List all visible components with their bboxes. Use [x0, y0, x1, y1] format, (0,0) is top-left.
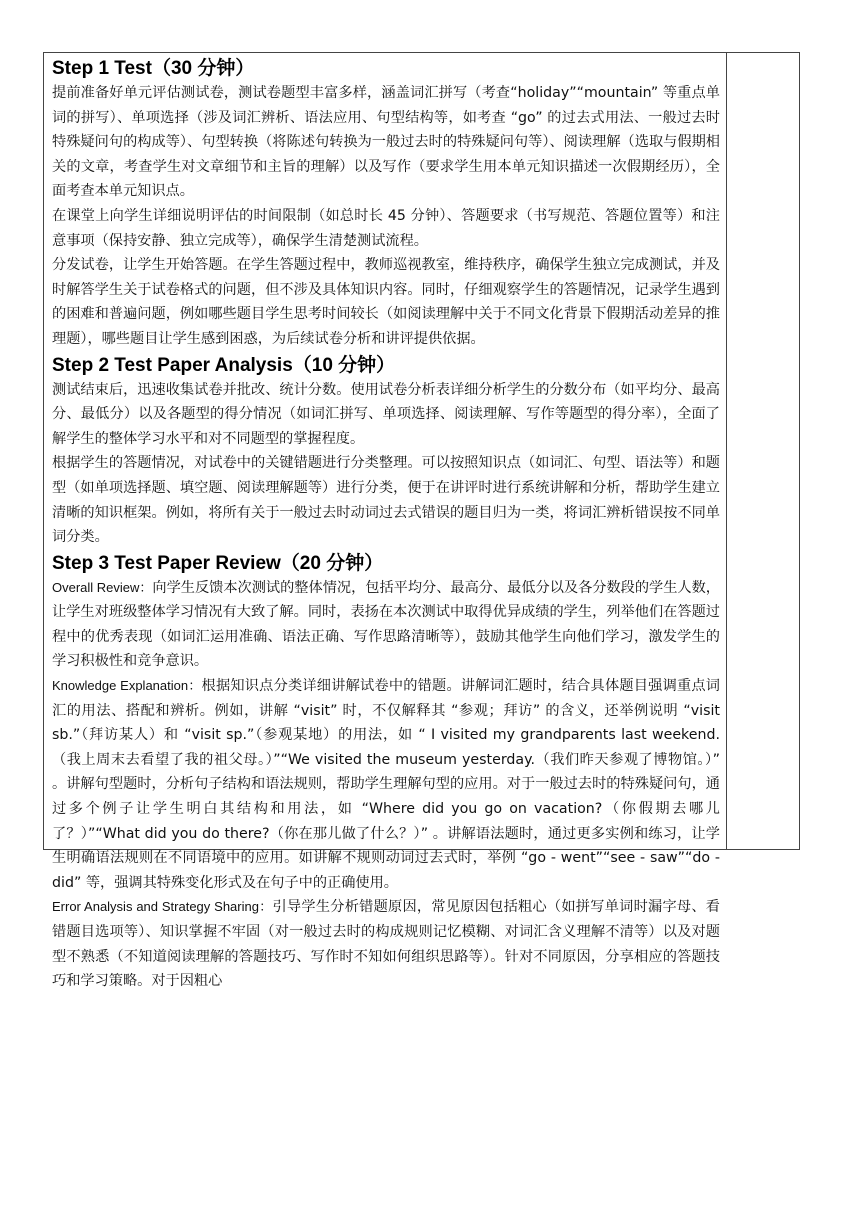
overall-review-lead: Overall Review：: [52, 579, 153, 595]
overall-review-text: 向学生反馈本次测试的整体情况，包括平均分、最高分、最低分以及各分数段的学生人数，让学生对班级整体学习情况有大致了解。同时，表扬在本次测试中取得优异成绩的学生，列举他们在答题过程中的优秀表现（如词汇运用准确、语法正确、写作思路清晰等），鼓励其他学生向他们学习，激发学生的学习积极性和竞争意识。: [52, 579, 720, 670]
error-analysis-text: 引导学生分析错题原因，常见原因包括粗心（如拼写单词时漏字母、看错题目选项等）、知识掌握不牢固（对一般过去时的构成规则记忆模糊、对词汇含义理解不清等）以及对题型不熟悉（不知道阅读理解的答题技巧、写作时不知如何组织思路等）。针对不同原因，分享相应的答题技巧和学习策略。对于因粗心: [52, 899, 720, 990]
error-analysis-paragraph: [52, 895, 720, 993]
step1-paragraph: 分发试卷，让学生开始答题。在学生答题过程中，教师巡视教室，维持秩序，确保学生独立完成测试，并及时解答学生关于试卷格式的问题，但不涉及具体知识内容。同时，仔细观察学生的答题情况，记录学生遇到的困难和普遍问题，例如哪些题目学生思考时间较长（如阅读理解中关于不同文化背景下假期活动差异的推理题），哪些题目让学生感到困惑，为后续试卷分析和讲评提供依据。: [52, 257, 720, 347]
lesson-plan-page: [43, 52, 800, 990]
step2-paragraph: 根据学生的答题情况，对试卷中的关键错题进行分类整理。可以按照知识点（如词汇、句型、语法等）和题型（如单项选择题、填空题、阅读理解题等）进行分类，便于在讲评时进行系统讲解和分析，帮助学生建立清晰的知识框架。例如，将所有关于一般过去时动词过去式错误的题目归为一类，将词汇辨析错误按不同单词分类。: [52, 455, 720, 546]
step1-heading: Step 1 Test（30 分钟）: [52, 58, 255, 79]
knowledge-explanation-text: 根据知识点分类详细讲解试卷中的错题。讲解词汇题时，结合具体题目强调重点词汇的用法、搭配和辨析。例如，讲解 “visit” 时，不仅解释其 “参观；拜访” 的含义，还举例说明 “visit sb.”（拜访某人）和 “visit sp.”（参观某地）的用法，如 “ I visited my grandparents last weekend.（我上周末去看望了我的祖父母。）”“We visited the museum yesterday.（我们昨天参观了博物馆。）” 。讲解句型题时，分析句子结构和语法规则，帮助学生理解句型的应用。对于一般过去时的特殊疑问句，通过多个例子让学生明白其结构和用法，如 “Where did you go on vacation?（你假期去哪儿了？）”“What did you do there?（你在那儿做了什么？）” 。讲解语法题时，通过更多实例和练习，让学生明确语法规则在不同语境中的应用。如讲解不规则动词过去式时，举例 “go - went”“see - saw”“do - did” 等，强调其特殊变化形式及在句子中的正确使用。: [52, 678, 720, 891]
column-divider: [726, 53, 727, 849]
knowledge-explanation-paragraph: [52, 674, 720, 895]
step1-paragraph: 在课堂上向学生详细说明评估的时间限制（如总时长 45 分钟）、答题要求（书写规范、答题位置等）和注意事项（保持安静、独立完成等），确保学生清楚测试流程。: [52, 207, 720, 249]
step3-heading: Step 3 Test Paper Review（20 分钟）: [52, 552, 384, 574]
step2-heading: Step 2 Test Paper Analysis（10 分钟）: [52, 354, 396, 376]
step2-paragraph: 测试结束后，迅速收集试卷并批改、统计分数。使用试卷分析表详细分析学生的分数分布（如平均分、最高分、最低分）以及各题型的得分情况（如词汇拼写、单项选择、阅读理解、写作等题型的得分率），全面了解学生的整体学习水平和对不同题型的掌握程度。: [52, 381, 720, 447]
content-cell: [52, 56, 720, 994]
error-analysis-lead: Error Analysis and Strategy Sharing：: [52, 899, 273, 915]
lesson-table: [43, 52, 800, 990]
step1-paragraph: 提前准备好单元评估测试卷，测试卷题型丰富多样，涵盖词汇拼写（考查“holiday”“mountain” 等重点单词的拼写）、单项选择（涉及词汇辨析、语法应用、句型结构等，如考查 “go” 的过去式用法、一般过去时特殊疑问句的构成等）、句型转换（将陈述句转换为一般过去时的特殊疑问句等）、阅读理解（选取与假期相关的文章，考查学生对文章细节和主旨的理解）以及写作（要求学生用本单元知识描述一次假期经历），全面考查本单元知识点。: [52, 85, 720, 200]
knowledge-explanation-lead: Knowledge Explanation：: [52, 678, 202, 694]
overall-review-paragraph: [52, 576, 720, 674]
